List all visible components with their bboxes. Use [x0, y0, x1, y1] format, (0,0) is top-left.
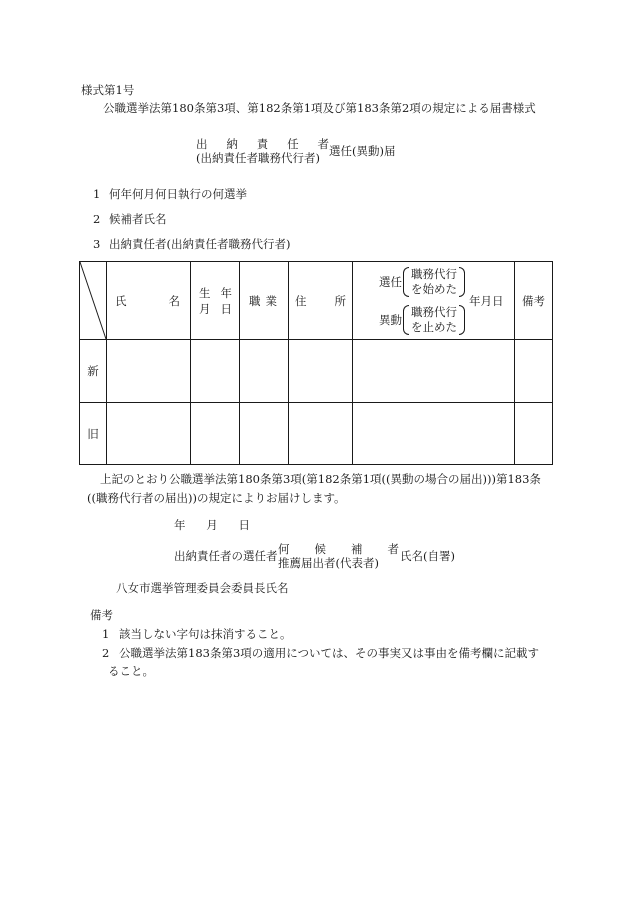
note-text: ること。	[108, 664, 154, 678]
header-job-a: 職	[249, 293, 261, 308]
form-subtitle: 公職選挙法第180条第3項、第182条第1項及び第183条第2項の規定による届書様式	[103, 101, 536, 115]
header-address-b: 所	[334, 293, 346, 308]
heading-top	[196, 137, 329, 151]
body-text-line2: ((職務代行者の届出))の規定によりお届けします。	[87, 491, 346, 505]
cell-remarks-new[interactable]	[515, 340, 553, 403]
cell-date-new[interactable]	[353, 340, 515, 403]
change-line-1: 職務代行	[411, 304, 457, 319]
signer-top	[278, 542, 399, 556]
header-ymd: 年月日	[469, 293, 504, 308]
cell-name-new[interactable]	[107, 340, 191, 403]
item-text: 出納責任者(出納責任者職務代行者)	[109, 237, 291, 251]
table-header-row	[80, 262, 553, 340]
heading-char: 出	[196, 137, 208, 151]
date-day: 日	[238, 518, 250, 532]
appoint-line-2: を始めた	[411, 281, 457, 296]
signer-char: 者	[387, 542, 399, 556]
header-change-label: 異動	[379, 312, 402, 327]
signer-suffix: 氏名(自署)	[400, 549, 455, 563]
header-name-a: 氏	[115, 293, 127, 308]
header-remarks: 備考	[515, 262, 553, 340]
body-text-line1: 上記のとおり公職選挙法第180条第3項(第182条第1項((異動の場合の届出)))第183条	[100, 472, 541, 486]
cell-address-old[interactable]	[289, 403, 353, 465]
header-birth-c: 月	[199, 301, 211, 316]
item-number: 2	[93, 212, 101, 226]
change-brace	[402, 305, 466, 335]
header-address-a: 住	[295, 293, 307, 308]
item-number: 3	[93, 237, 101, 251]
heading-char: 任	[287, 137, 299, 151]
date-line	[174, 518, 250, 532]
note-number: 2	[102, 646, 110, 660]
heading-char: 納	[226, 137, 238, 151]
row-label-old: 旧	[80, 403, 107, 465]
date-year: 年	[174, 518, 186, 532]
cell-name-old[interactable]	[107, 403, 191, 465]
note-text: 公職選挙法第183条第3項の適用については、その事実又は事由を備考欄に記載す	[119, 646, 540, 660]
header-birth-b: 年	[220, 285, 232, 300]
signer-bottom: 推薦届出者(代表者)	[278, 556, 379, 570]
date-month: 月	[206, 518, 218, 532]
header-appoint-label: 選任	[379, 274, 402, 289]
header-address	[289, 262, 353, 340]
signer-prefix: 出納責任者の選任者	[174, 549, 278, 563]
form-number: 様式第1号	[81, 83, 135, 97]
header-birth-d: 日	[220, 301, 232, 316]
cell-address-new[interactable]	[289, 340, 353, 403]
appoint-line-1: 職務代行	[411, 266, 457, 281]
header-occupation	[240, 262, 289, 340]
note-number: 1	[102, 627, 110, 641]
header-name-b: 名	[168, 293, 180, 308]
diagonal-cell	[80, 262, 107, 340]
signer-char: 何	[278, 542, 290, 556]
notes-title: 備考	[90, 608, 113, 622]
table-row-new	[80, 340, 553, 403]
header-birth-a: 生	[199, 285, 211, 300]
heading-char: 者	[317, 137, 329, 151]
cell-job-new[interactable]	[240, 340, 289, 403]
header-birthdate	[191, 262, 240, 340]
heading-bottom: (出納責任者職務代行者)	[196, 151, 320, 165]
item-number: 1	[93, 187, 101, 201]
heading-char: 責	[256, 137, 269, 151]
note-text: 該当しない字句は抹消すること。	[119, 627, 292, 641]
diagonal-line	[80, 262, 106, 339]
table-row-old	[80, 403, 553, 465]
header-name	[107, 262, 191, 340]
cell-birth-old[interactable]	[191, 403, 240, 465]
appoint-brace	[402, 267, 466, 297]
signer-char: 候	[314, 542, 326, 556]
cell-remarks-old[interactable]	[515, 403, 553, 465]
header-date	[353, 262, 515, 340]
cell-job-old[interactable]	[240, 403, 289, 465]
change-line-2: を止めた	[411, 319, 457, 334]
header-job-b: 業	[265, 293, 277, 308]
heading-suffix: 選任(異動)届	[329, 144, 396, 158]
addressee: 八女市選挙管理委員会委員長氏名	[116, 581, 289, 595]
row-label-new: 新	[80, 340, 107, 403]
cell-date-old[interactable]	[353, 403, 515, 465]
notification-table	[79, 261, 553, 465]
signer-char: 補	[351, 542, 363, 556]
item-text: 候補者氏名	[109, 212, 167, 226]
cell-birth-new[interactable]	[191, 340, 240, 403]
item-text: 何年何月何日執行の何選挙	[109, 187, 247, 201]
